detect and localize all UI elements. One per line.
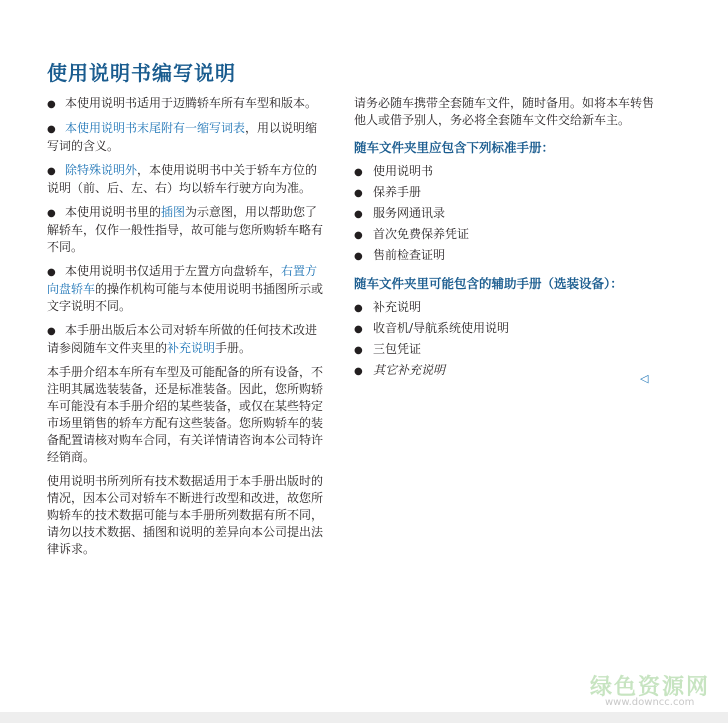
standard-manuals-heading: 随车文件夹里应包含下列标准手册： <box>354 140 555 155</box>
bullet-icon: ● <box>47 124 56 135</box>
list-item-label: 售前检查证明 <box>373 248 446 262</box>
list-item-label: 使用说明书 <box>373 164 434 178</box>
bullet-icon: ● <box>354 188 363 199</box>
note-text: 本使用说明书适用于迈腾轿车所有车型和版本。 <box>65 96 318 110</box>
auxiliary-manuals-heading: 随车文件夹里可能包含的辅助手册（选装设备）： <box>354 276 623 291</box>
list-item-label: 保养手册 <box>373 185 422 199</box>
watermark-logo-text: 绿色资源网 <box>590 675 711 700</box>
page-title: 使用说明书编写说明 <box>47 61 236 85</box>
bullet-icon: ● <box>354 167 363 178</box>
auxiliary-manuals-list <box>354 299 654 359</box>
list-item <box>354 205 654 223</box>
note-text: 本手册出版后本公司对轿车所做的任何技术改进请参阅随车文件夹里的 <box>47 323 318 355</box>
list-item <box>354 226 654 244</box>
bullet-icon: ● <box>354 324 363 335</box>
bullet-icon: ● <box>47 166 56 177</box>
section-end-triangle-icon: ◁ <box>640 372 649 385</box>
paragraph-technical-data: 使用说明书所列所有技术数据适用于本手册出版时的情况，因本公司对轿车不断进行改型和改进，故您所购轿车的技术数据可能与本手册所列数据有所不同，请勿以技术数据、插图和说明的差异向本公司提出法律诉求。 <box>47 474 324 556</box>
note-text: 的操作机构可能与本使用说明书插图所示或文字说明不同。 <box>47 282 324 313</box>
list-item-label: 服务网通讯录 <box>373 206 446 220</box>
list-item <box>354 341 654 359</box>
list-item <box>354 163 654 181</box>
notes-bullet-list <box>47 95 327 357</box>
highlighted-term: 除特殊说明外 <box>65 163 138 177</box>
note-text: 本使用说明书里的 <box>65 205 162 219</box>
note-bullet <box>47 95 327 113</box>
bullet-icon: ● <box>47 208 56 219</box>
bullet-icon: ● <box>354 345 363 356</box>
note-text: ，本使用说明书中关于轿车方位的说明（前、后、左、右）均以轿车行驶方向为准。 <box>47 163 318 195</box>
paragraph-equipment: 本手册介绍本车所有车型及可能配备的所有设备，不注明其属选装装备，还是标准装备。因此，您所购轿车可能没有本手册介绍的某些装备，或仅在某些特定市场里销售的轿车方配有这些装备。您所购轿车的装备配置请核对购车合同，有关详情请咨询本公司特许经销商。 <box>47 365 324 464</box>
bullet-icon: ● <box>354 303 363 314</box>
standard-manuals-list <box>354 163 654 265</box>
note-bullet <box>47 162 327 197</box>
note-bullet <box>47 263 327 315</box>
bullet-icon: ● <box>354 230 363 241</box>
highlighted-term: 右置方向盘轿车 <box>47 264 318 296</box>
list-item-label: 收音机/导航系统使用说明 <box>373 321 510 335</box>
note-bullet <box>47 120 327 155</box>
note-bullet <box>47 322 327 357</box>
list-item-other-supplements: ● 其它补充说明 <box>354 362 654 380</box>
list-item-label: 首次免费保养凭证 <box>373 227 470 241</box>
highlighted-term: 补充说明 <box>167 341 216 355</box>
bottom-bar <box>0 712 728 723</box>
note-text: 手册。 <box>215 341 252 355</box>
note-text: ，用以说明缩写词的含义。 <box>47 121 318 153</box>
list-item-label: 三包凭证 <box>373 342 422 356</box>
list-item <box>354 299 654 317</box>
list-item <box>354 247 654 265</box>
left-column <box>47 95 327 565</box>
highlighted-term: 本使用说明书末尾附有一缩写词表 <box>65 121 246 135</box>
note-text: 本使用说明书仅适用于左置方向盘轿车， <box>65 264 282 278</box>
bullet-icon: ● <box>47 326 56 337</box>
intro-paragraph: 请务必随车携带全套随车文件，随时备用。如将本车转售他人或借予别人，务必将全套随车文件交给新车主。 <box>354 96 655 127</box>
list-item-label: 补充说明 <box>373 300 422 314</box>
bullet-icon: ● <box>47 99 56 110</box>
watermark-url: www.downcc.com <box>605 697 695 708</box>
list-item <box>354 184 654 202</box>
note-text: 为示意图，用以帮助您了解轿车，仅作一般性指导，故可能与您所购轿车略有不同。 <box>47 205 324 254</box>
list-item <box>354 320 654 338</box>
highlighted-term: 插图 <box>161 205 186 219</box>
note-bullet <box>47 204 327 256</box>
bullet-icon: ● <box>354 366 363 377</box>
right-column <box>354 95 654 383</box>
bullet-icon: ● <box>354 209 363 220</box>
bullet-icon: ● <box>47 267 56 278</box>
bullet-icon: ● <box>354 251 363 262</box>
